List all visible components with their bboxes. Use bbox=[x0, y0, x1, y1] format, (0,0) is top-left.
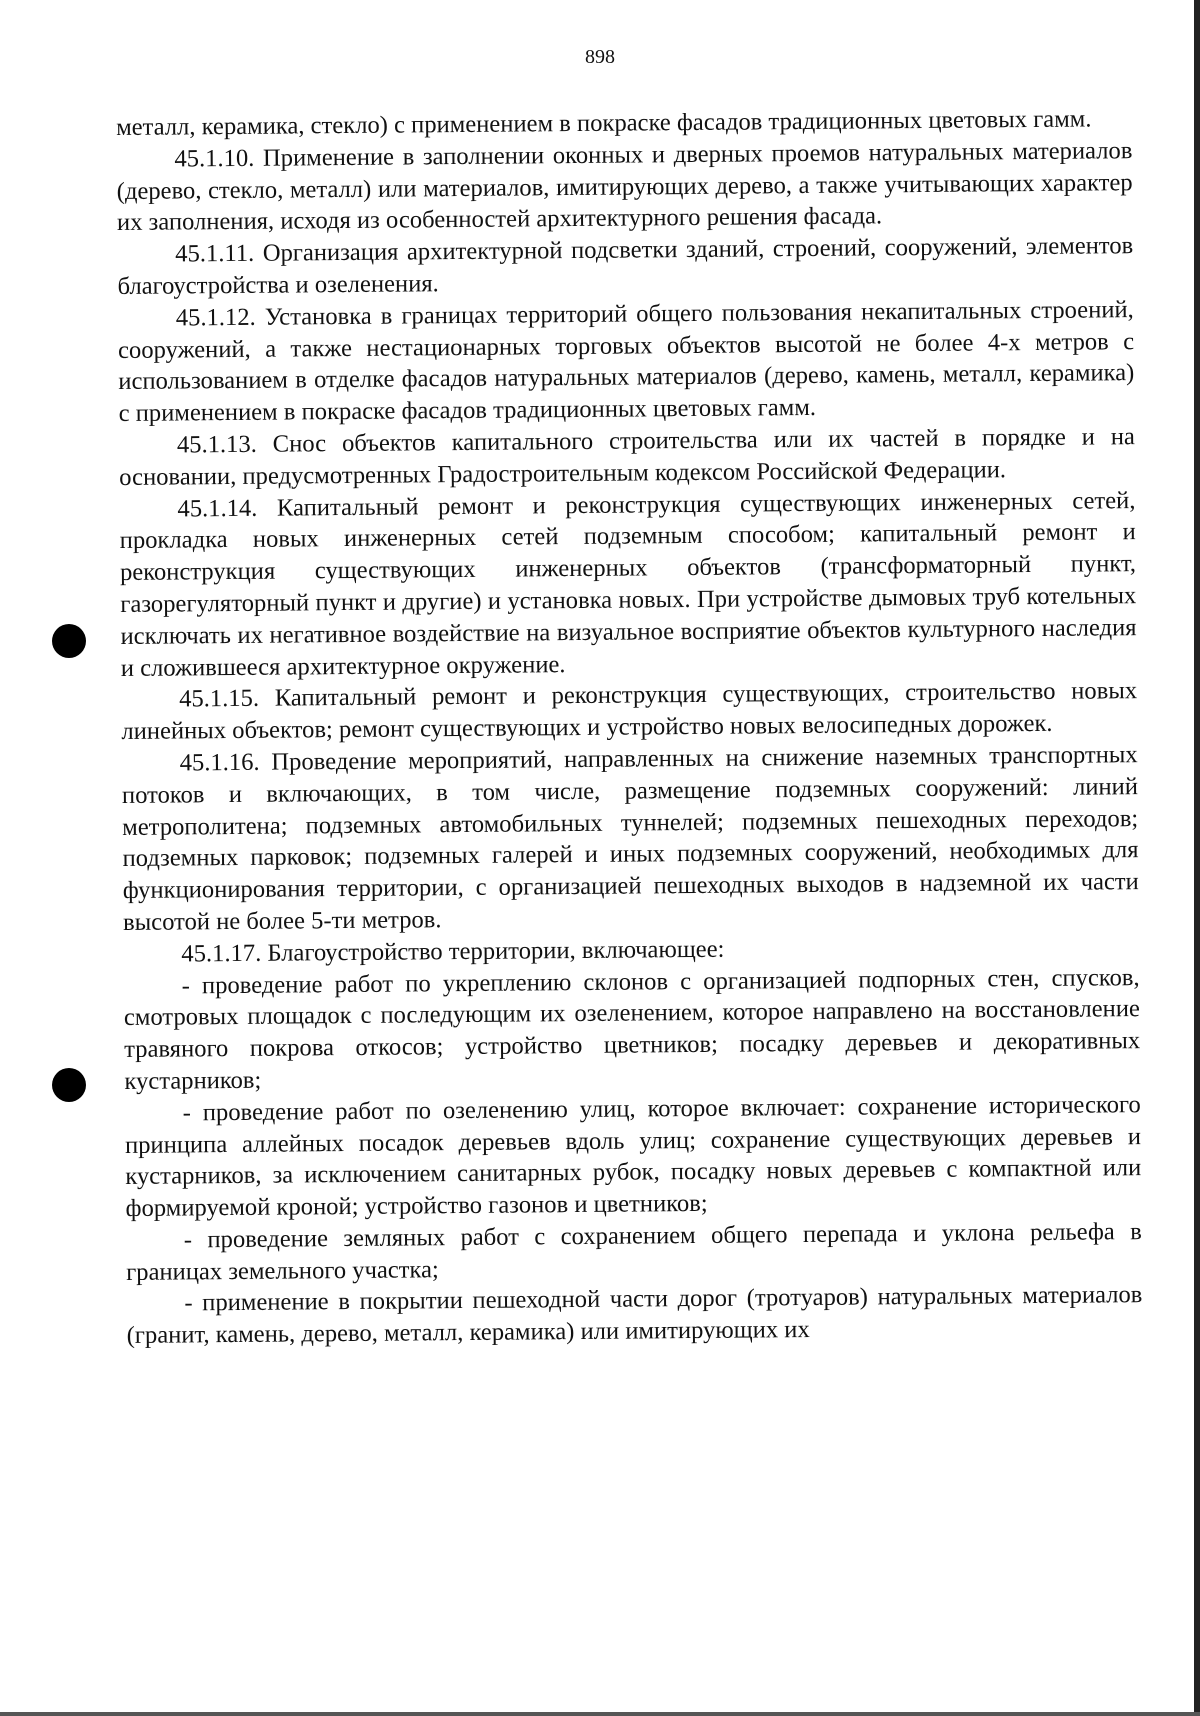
paragraph-45-1-17: 45.1.17. Благоустройство территории, включающее: bbox=[181, 935, 725, 968]
paragraph-45-1-10: 45.1.10. Применение в заполнении оконных и дверных проемов натуральных материалов (дерево, стекло, металл) или материалов, имитирующих дерево, а также учитывающих характер их заполнения, исходя из особенностей архитектурного решения фасада. bbox=[116, 136, 1133, 237]
punch-hole bbox=[52, 1068, 86, 1102]
scan-edge bbox=[0, 1712, 1200, 1716]
page-number: 898 bbox=[585, 46, 615, 68]
paragraph-45-1-11: 45.1.11. Организация архитектурной подсветки зданий, строений, сооружений, элементов благоустройства и озеленения. bbox=[117, 232, 1134, 300]
scan-edge bbox=[1194, 0, 1200, 1716]
document-body bbox=[116, 103, 1143, 1352]
list-item: - применение в покрытии пешеходной части дорог (тротуаров) натуральных материалов (гранит, камень, дерево, металл, керамика) или имитирующих их bbox=[126, 1281, 1143, 1350]
paragraph-45-1-16: 45.1.16. Проведение мероприятий, направленных на снижение наземных транспортных потоков и включающих, в том числе, размещение подземных сооружений: линий метрополитена; подземных автомобильных туннелей; подземных пешеходных переходов; подземных парковок; подземных галерей и иных подземных сооружений, необходимых для функционирования территории, с организацией пешеходных выходов в надземной их части высотой не более 5-ти метров. bbox=[121, 741, 1139, 936]
list-item: - проведение работ по укреплению склонов с организацией подпорных стен, спусков, смотровых площадок с последующим их озеленением, которое направлено на восстановление травяного покрова откосов; устройство цветников; посадку деревьев и декоративных кустарников; bbox=[123, 963, 1141, 1095]
list-item: - проведение работ по озеленению улиц, которое включает: сохранение исторического принципа аллейных посадок деревьев вдоль улиц; сохранение существующих деревьев и кустарников, за исключением санитарных рубок, посадку новых деревьев с компактной или формируемой кроной; устройство газонов и цветников; bbox=[124, 1090, 1142, 1223]
paragraph-45-1-12: 45.1.12. Установка в границах территорий общего пользования некапитальных строений, сооружений, а также нестационарных торговых объектов высотой не более 4-х метров с использованием в отделке фасадов натуральных материалов (дерево, камень, металл, керамика) с применением в покраске фасадов традиционных цветовых гамм. bbox=[117, 295, 1135, 428]
list-item: - проведение земляных работ с сохранением общего перепада и уклона рельефа в границах земельного участка; bbox=[126, 1217, 1142, 1286]
paragraph: металл, керамика, стекло) с применением в покраске фасадов традиционных цветовых гамм. bbox=[116, 105, 1092, 141]
paragraph-45-1-13: 45.1.13. Снос объектов капитального строительства или их частей в порядке и на основании, предусмотренных Градостроительным кодексом Российской Федерации. bbox=[119, 423, 1135, 491]
paragraph-45-1-14: 45.1.14. Капитальный ремонт и реконструкция существующих инженерных сетей, прокладка новых инженерных сетей подземным способом; капитальный ремонт и реконструкция существующих инженерных объектов (трансформаторный пункт, газорегуляторный пункт и другие) и установка новых. При устройстве дымовых труб котельных исключать их негативное воздействие на визуальное восприятие объектов культурного наследия и сложившееся архитектурное окружение. bbox=[119, 486, 1137, 682]
paragraph-45-1-15: 45.1.15. Капитальный ремонт и реконструкция существующих, строительство новых линейных объектов; ремонт существующих и устройство новых велосипедных дорожек. bbox=[121, 677, 1138, 746]
punch-hole bbox=[52, 624, 86, 658]
